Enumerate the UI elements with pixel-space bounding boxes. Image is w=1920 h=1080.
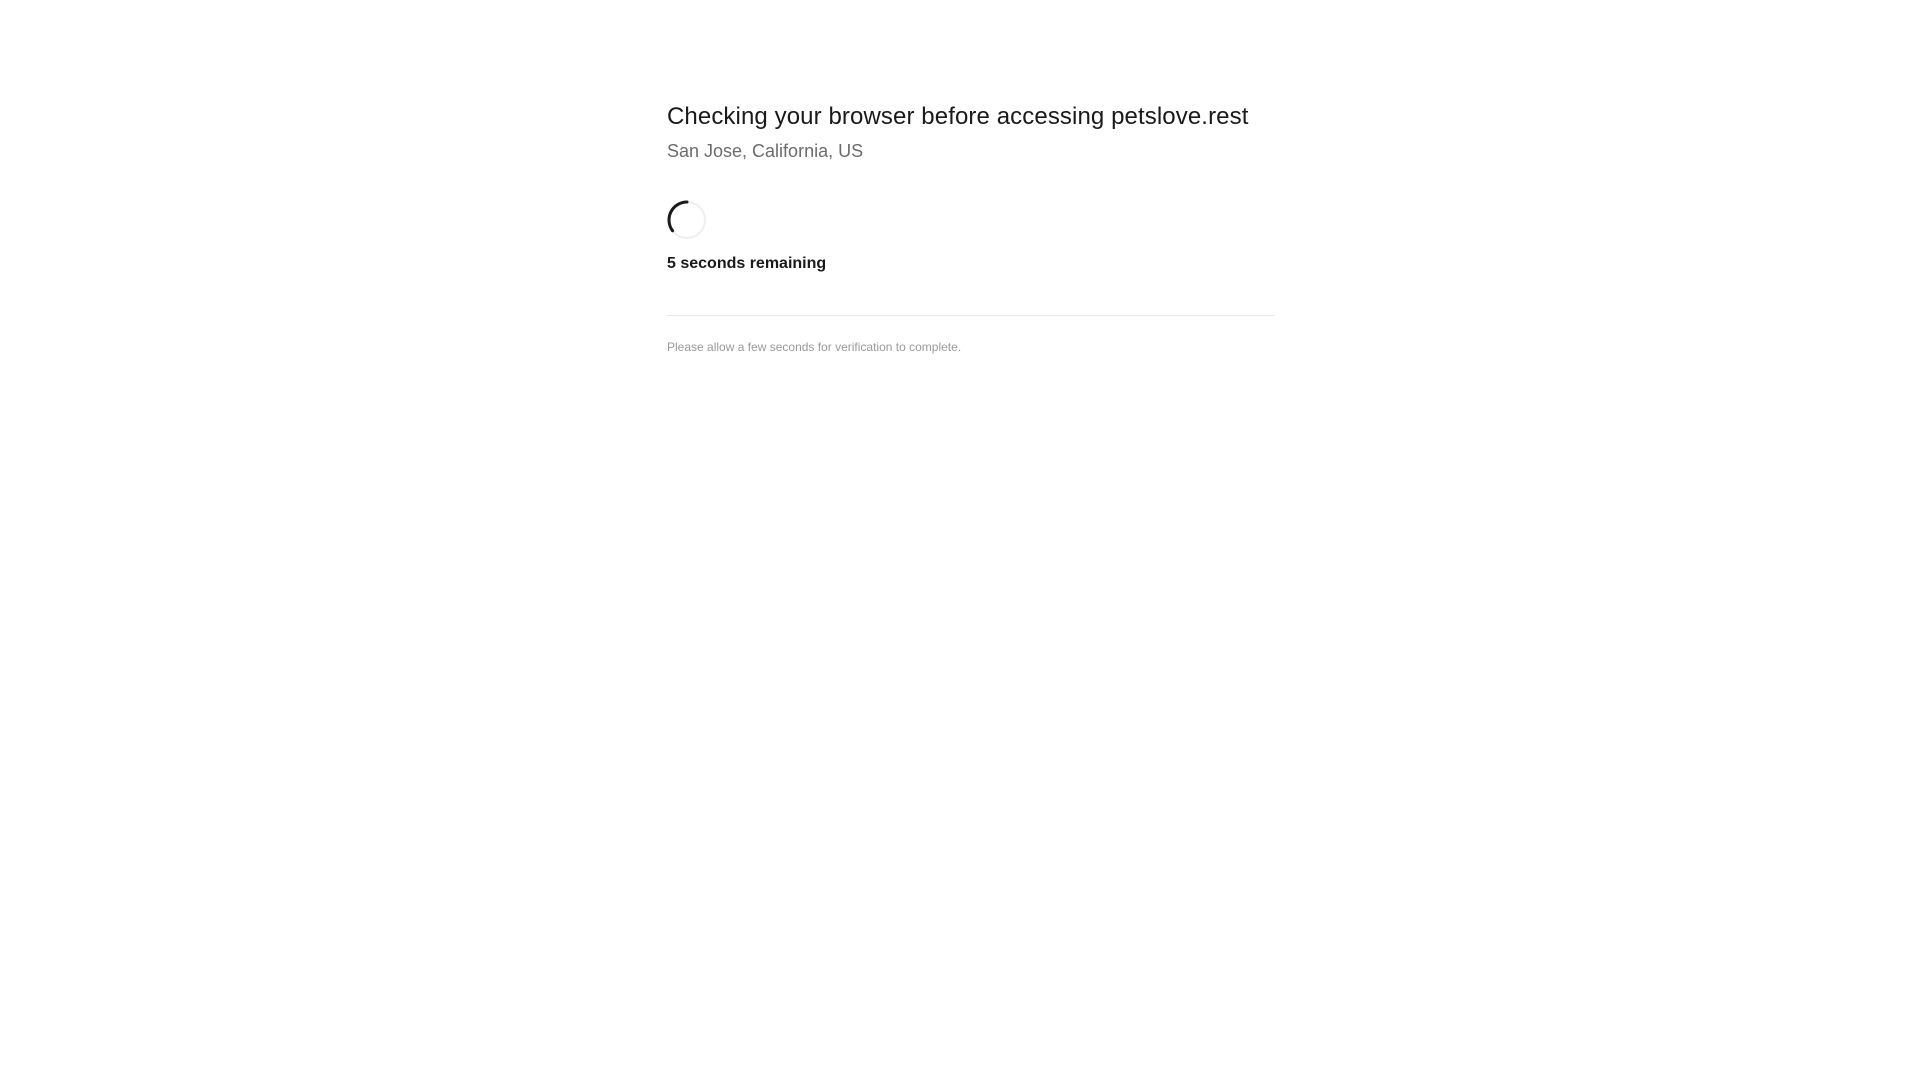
page-title: Checking your browser before accessing petslove.rest: [667, 103, 1249, 130]
visitor-location: San Jose, California, US: [667, 141, 864, 161]
countdown-text: 5 seconds remaining: [667, 255, 827, 272]
verification-note: Please allow a few seconds for verification to complete.: [667, 340, 962, 354]
challenge-container: [667, 98, 1274, 355]
loading-spinner-icon: [667, 200, 707, 240]
divider: [667, 315, 1274, 316]
